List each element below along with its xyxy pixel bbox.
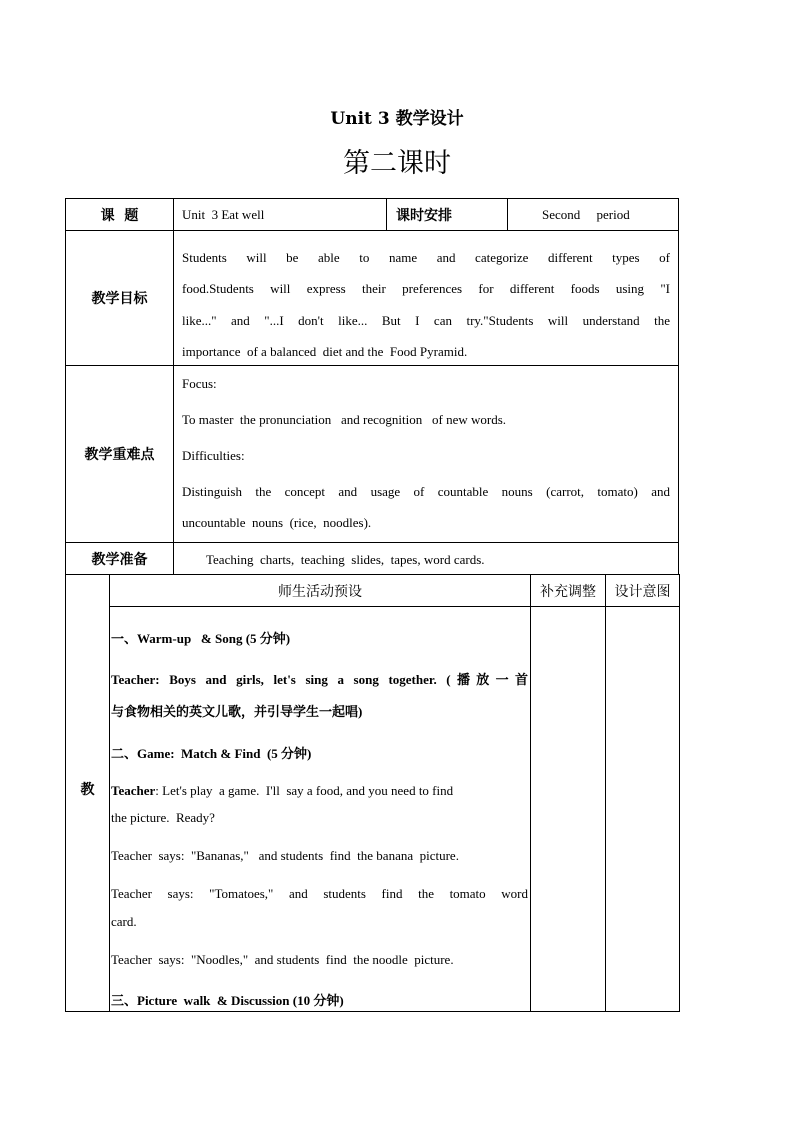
intent-header: 设计意图 <box>614 583 671 600</box>
goals-line: like..." and "...I don't like... But I can try."Students will understand the <box>182 313 670 328</box>
teacher-says-line: Teacher says: "Noodles," and students find the noodle picture. <box>111 952 454 967</box>
goals-cell <box>173 230 679 366</box>
keypoints-line: uncountable nouns (rice, noodles). <box>182 515 372 530</box>
keypoints-label-cell <box>65 365 174 543</box>
keypoints-cell <box>173 365 679 543</box>
goals-label: 教学目标 <box>91 291 148 307</box>
process-side-cell <box>65 574 110 1012</box>
keypoints-line: Focus: <box>182 376 217 391</box>
adjust-header: 补充调整 <box>540 583 596 600</box>
teacher-says-line: Teacher says: "Tomatoes," and students find the tomato word <box>111 886 528 901</box>
teacher-line: 与食物相关的英文儿歌，并引导学生一起唱) <box>111 704 363 719</box>
teacher-line <box>111 783 528 799</box>
section-heading: 三、Picture walk & Discussion (10 分钟) <box>111 993 344 1008</box>
goals-label-cell <box>65 230 174 366</box>
goals-line: importance of a balanced diet and the Food Pyramid. <box>182 344 468 359</box>
process-side-label: 教 <box>80 782 95 798</box>
goals-line: food.Students will express their preferences for different foods using "I <box>182 281 670 296</box>
topic-value: Unit 3 Eat well <box>182 207 265 222</box>
activity-content-cell <box>109 606 531 1012</box>
teacher-text: : Let's play a game. I'll say a food, and you need to find <box>155 783 454 798</box>
schedule-label-cell <box>386 198 508 231</box>
topic-label-cell <box>65 198 174 231</box>
lesson-subtitle: 第二课时 <box>343 148 451 179</box>
keypoints-label: 教学重难点 <box>84 447 155 463</box>
prep-label-cell <box>65 542 174 575</box>
topic-label: 课 题 <box>100 207 139 224</box>
section-heading: 一、Warm-up & Song (5 分钟) <box>111 631 291 646</box>
schedule-value-cell <box>507 198 679 231</box>
adjust-column-cell <box>530 606 606 1012</box>
prep-cell <box>173 542 679 575</box>
activity-header: 师生活动预设 <box>278 583 362 600</box>
schedule-value: Second period <box>542 207 630 222</box>
keypoints-line: To master the pronunciation and recognition of new words. <box>182 412 507 427</box>
intent-column-cell <box>605 606 680 1012</box>
teacher-says-line: Teacher says: "Bananas," and students find the banana picture. <box>111 848 459 863</box>
keypoints-line: Distinguish the concept and usage of countable nouns (carrot, tomato) and <box>182 484 670 499</box>
prep-value: Teaching charts, teaching slides, tapes, word cards. <box>206 552 485 567</box>
teacher-line: Teacher: Boys and girls, let's sing a song together. (播放一首 <box>111 672 528 687</box>
prep-label: 教学准备 <box>91 551 148 568</box>
teacher-label: Teacher <box>111 783 156 798</box>
teacher-says-line: card. <box>111 914 137 929</box>
schedule-label: 课时安排 <box>396 207 452 224</box>
document-title: Unit 3 教学设计 <box>330 109 464 129</box>
adjust-header-cell <box>530 574 606 607</box>
keypoints-line: Difficulties: <box>182 448 245 463</box>
goals-line: Students will be able to name and categorize different types of <box>182 250 670 265</box>
topic-value-cell <box>173 198 387 231</box>
section-heading: 二、Game: Match & Find (5 分钟) <box>111 746 312 761</box>
activity-header-cell <box>109 574 531 607</box>
teacher-line: the picture. Ready? <box>111 810 215 825</box>
intent-header-cell <box>605 574 680 607</box>
